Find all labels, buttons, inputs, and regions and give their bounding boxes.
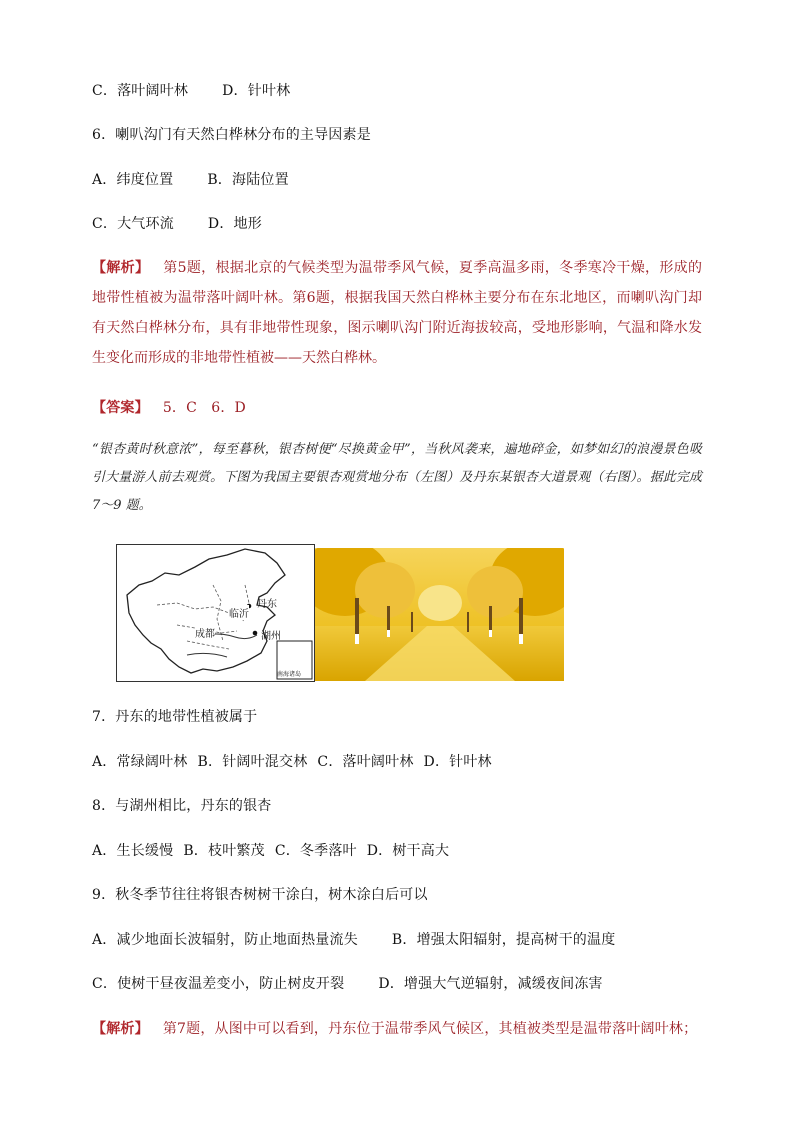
map-label-chengdu: 成都	[195, 625, 215, 640]
q7-option-b: B．针阔叶混交林	[197, 754, 308, 770]
ginkgo-avenue-photo	[315, 548, 564, 681]
q6-stem: 6．喇叭沟门有天然白桦林分布的主导因素是	[92, 127, 371, 143]
q5-options-cd	[92, 80, 290, 100]
q6-option-c: C．大气环流	[92, 216, 174, 232]
q7-option-a: A．常绿阔叶林	[92, 754, 188, 770]
map-label-huzhou: 湖州	[261, 631, 281, 642]
answer-tag: 【答案】	[92, 400, 149, 416]
q5-option-d: D．针叶林	[222, 83, 291, 99]
q8-option-c: C．冬季落叶	[274, 843, 357, 859]
q8-stem: 8．与湖州相比，丹东的银杏	[92, 798, 272, 814]
q8-option-b: B．枝叶繁茂	[183, 843, 265, 859]
answer-text: 5．C 6．D	[162, 400, 246, 416]
analysis-block-1	[92, 253, 702, 373]
china-map-outline	[117, 545, 314, 681]
q9-option-d: D．增强大气逆辐射，减缓夜间冻害	[378, 976, 603, 992]
q7-stem: 7．丹东的地带性植被属于	[92, 709, 258, 725]
analysis-tag: 【解析】	[92, 260, 150, 276]
map-label-south-sea: 南海诸岛	[277, 671, 302, 678]
q9-options-ab	[92, 929, 615, 949]
analysis-tag-2: 【解析】	[92, 1021, 149, 1037]
q8-option-a: A．生长缓慢	[92, 843, 174, 859]
q9-option-c: C．使树干昼夜温差变小，防止树皮开裂	[92, 976, 345, 992]
q6-option-d: D．地形	[207, 216, 262, 232]
q7-option-c: C．落叶阔叶林	[317, 754, 414, 770]
q8-options	[92, 840, 449, 860]
map-label-linyi: 临沂	[229, 605, 249, 620]
analysis-block-2	[92, 1018, 697, 1038]
q9-options-cd	[92, 973, 603, 993]
q6-options-cd	[92, 213, 262, 233]
figure	[116, 544, 564, 682]
q7-option-d: D．针叶林	[423, 754, 492, 770]
q9-stem: 9．秋冬季节往往将银杏树树干涂白，树木涂白后可以	[92, 887, 428, 903]
q6-option-b: B．海陆位置	[207, 172, 289, 188]
q9-option-b: B．增强太阳辐射，提高树干的温度	[391, 932, 616, 948]
q9-option-a: A．减少地面长波辐射，防止地面热量流失	[92, 932, 358, 948]
q6-option-a: A．纬度位置	[92, 172, 174, 188]
analysis-text-2: 第7题，从图中可以看到，丹东位于温带季风气候区，其植被类型是温带落叶阔叶林；	[162, 1021, 698, 1037]
map-label-dandong: 丹东	[257, 599, 277, 610]
q8-option-d: D．树干高大	[366, 843, 450, 859]
analysis-text: 第5题，根据北京的气候类型为温带季风气候，夏季高温多雨，冬季寒冷干燥，形成的地带性植被为温带落叶阔叶林。第6题，根据我国天然白桦林主要分布在东北地区，而喇叭沟门却有天然白桦林分布，具有非地带性现象，图示喇叭沟门附近海拔较高，受地形影响，气温和降水发生变化而形成的非地带性植被——天然白桦林。	[92, 260, 703, 366]
ginkgo-avenue-image	[315, 548, 564, 681]
answer-block-1	[92, 397, 246, 417]
q5-option-c: C．落叶阔叶林	[92, 83, 189, 99]
china-map	[116, 544, 315, 682]
q6-options-ab	[92, 169, 289, 189]
material-intro: “银杏黄时秋意浓”，每至暮秋，银杏树便“尽换黄金甲”，当秋风袭来，遍地碎金，如梦如幻的浪漫景色吸引大量游人前去观赏。下图为我国主要银杏观赏地分布（左图）及丹东某银杏大道景观（右图）。据此完成 7～9 题。	[92, 442, 702, 513]
q7-options	[92, 751, 492, 771]
